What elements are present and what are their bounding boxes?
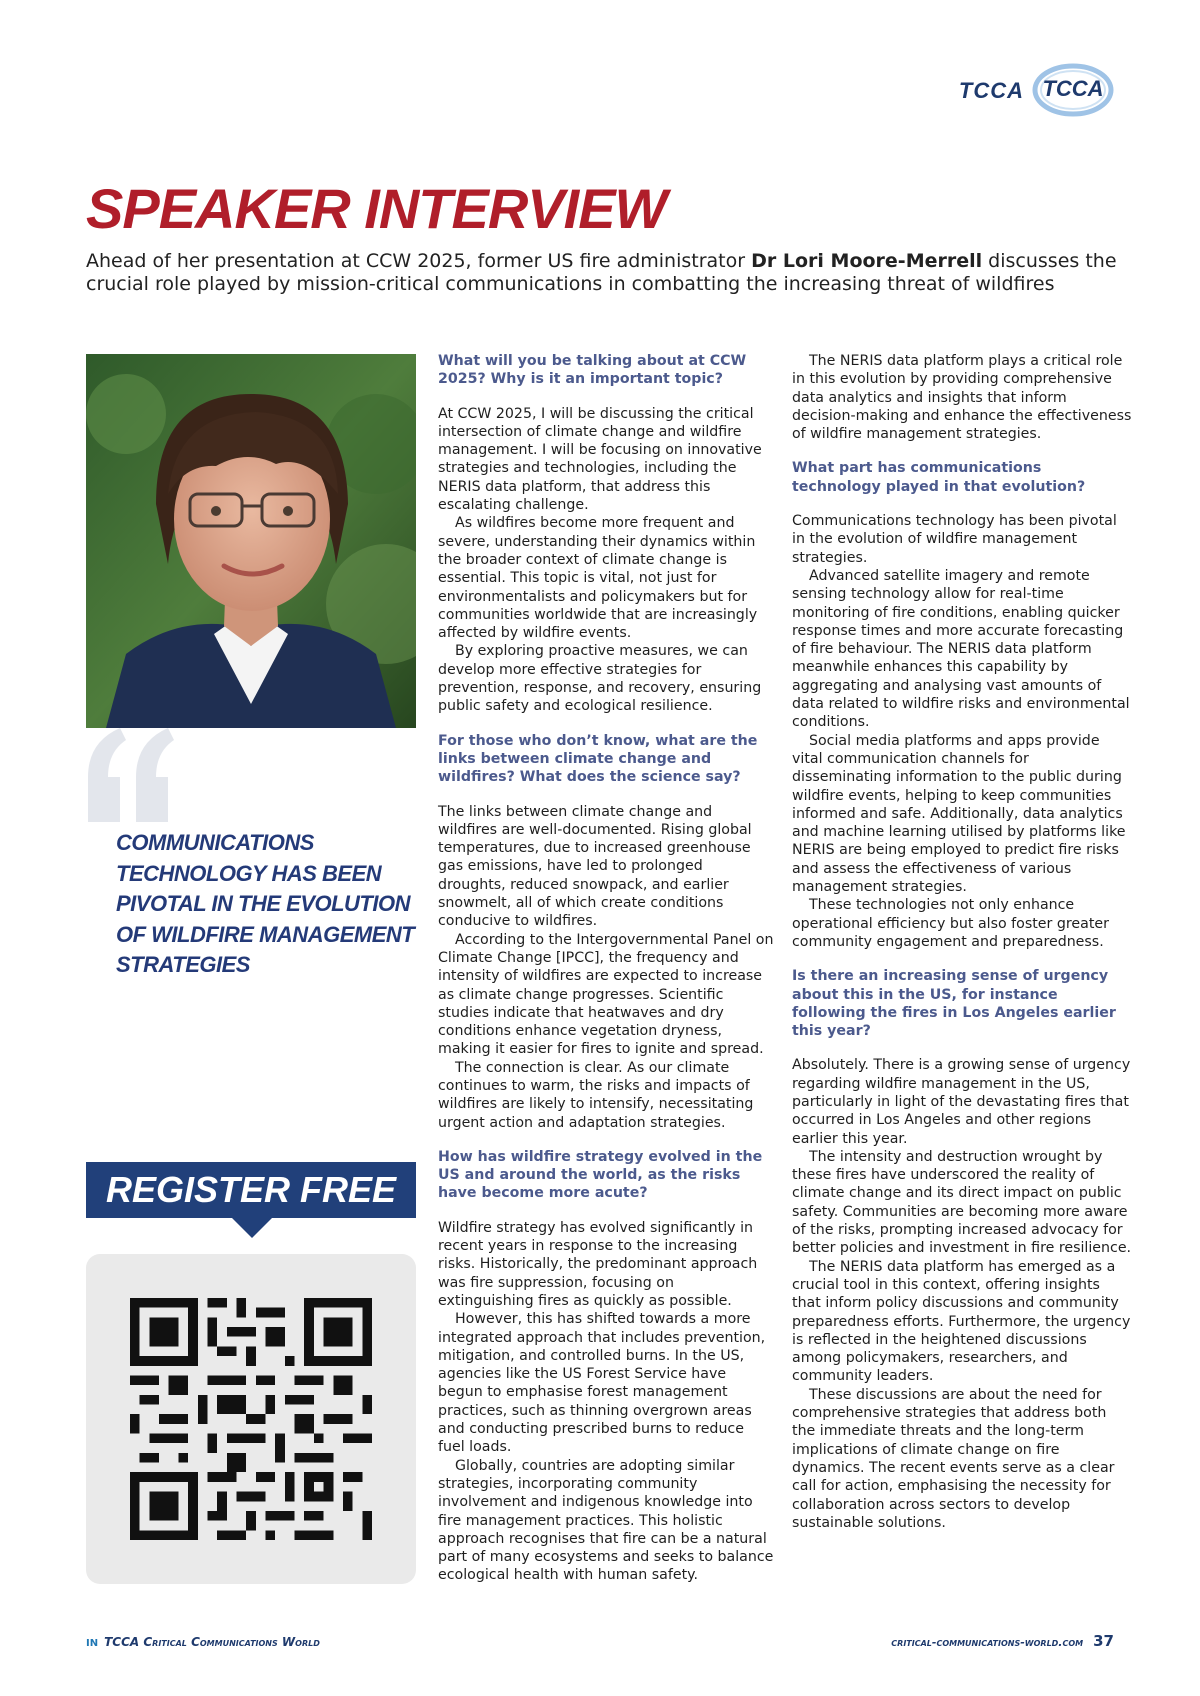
article-column-1: [438, 352, 774, 1585]
paragraph: Social media platforms and apps provide vital communication channels for disseminating information to the public during wildfire events, helping to keep communities informed and safe. Additionally, data analytics and machine learning utilised by platforms like NERIS are being employed to predict fire risks and assess the effectiveness of various management strategies.: [792, 732, 1126, 896]
page-title: SPEAKER INTERVIEW: [86, 177, 667, 240]
register-arrow-icon: [232, 1218, 272, 1238]
standfirst-lead: Ahead of her presentation at CCW 2025, former US fire administrator: [86, 250, 752, 272]
footer-publication: [86, 1634, 320, 1650]
question-heading: What will you be talking about at CCW 2025? Why is it an important topic?: [438, 353, 747, 388]
quotation-mark-icon: [80, 722, 180, 832]
paragraph: The intensity and destruction wrought by these fires have underscored the reality of climate change and its direct impact on public safety. Communities are becoming more aware of the risks, prompting increased advocacy for better policies and investment in fire resilience.: [792, 1148, 1132, 1257]
paragraph: These discussions are about the need for comprehensive strategies that address both the immediate threats and the long-term implications of climate change on fire dynamics. The recent events serve as a clear call for action, emphasising the necessity for collaboration across sectors to develop sustainable solutions.: [792, 1386, 1115, 1531]
tcca-logo-text: TCCA: [1042, 76, 1104, 101]
qr-code-icon[interactable]: [130, 1298, 372, 1540]
paragraph: The connection is clear. As our climate continues to warm, the risks and impacts of wildfires are likely to intensify, necessitating urgent action and adaptation strategies.: [438, 1059, 754, 1131]
speaker-name: Dr Lori Moore-Merrell: [751, 250, 983, 272]
article-column-2: [792, 352, 1132, 1532]
question-heading: How has wildfire strategy evolved in the US and around the world, as the risks have become more acute?: [438, 1148, 763, 1202]
paragraph: According to the Intergovernmental Panel on Climate Change [IPCC], the frequency and intensity of wildfires are expected to increase as climate change progresses. Scientific studies indicate that heatwaves and dry conditions enhance vegetation dryness, making it easier for fires to ignite and spread.: [438, 931, 774, 1058]
tcca-logo: [1032, 62, 1114, 118]
paragraph: Globally, countries are adopting similar strategies, incorporating community involvement and indigenous knowledge into fire management practices. This holistic approach recognises that fire can be a natural part of many ecosystems and seeks to balance ecological health with human safety.: [438, 1457, 774, 1584]
publication-name: TCCA Critical Communications World: [104, 1635, 320, 1649]
paragraph: As wildfires become more frequent and severe, understanding their dynamics within the broader context of climate change is essential. This topic is vital, not just for environmentalists and policymakers but for communities worldwide that are increasingly affected by wildfire events.: [438, 515, 758, 642]
paragraph: Advanced satellite imagery and remote sensing technology allow for real-time monitoring of fire conditions, enabling quicker response times and more accurate forecasting of fire behaviour. The NERIS data platform meanwhile enhances this capability by aggregating and analysing vast amounts of data related to wildfire risks and environmental conditions.: [792, 567, 1130, 731]
paragraph: The links between climate change and wildfires are well-documented. Rising global temperatures, due to increased greenhouse gas emissions, have led to prolonged droughts, reduced snowpack, and earlier snowmelt, all of which create conditions conducive to wildfires.: [438, 803, 752, 930]
page-number: 37: [1093, 1632, 1114, 1650]
pull-quote: COMMUNICATIONS TECHNOLOGY HAS BEEN PIVOTAL IN THE EVOLUTION OF WILDFIRE MANAGEMENT STRATEGIES: [116, 830, 415, 977]
paragraph: Absolutely. There is a growing sense of urgency regarding wildfire management in the US, particularly in light of the devastating fires that occurred in Los Angeles and other regions earlier this year.: [792, 1057, 1131, 1147]
paragraph: At CCW 2025, I will be discussing the critical intersection of climate change and wildfire management. I will be focusing on innovative strategies and technologies, including the NERIS data platform, that address this escalating challenge.: [438, 405, 762, 514]
standfirst: [86, 250, 1126, 296]
question-heading: Is there an increasing sense of urgency about this in the US, for instance following the fires in Los Angeles earlier this year?: [792, 968, 1116, 1040]
publisher-wordmark: TCCA: [958, 78, 1024, 103]
paragraph: These technologies not only enhance operational efficiency but also foster greater community engagement and preparedness.: [792, 897, 1109, 950]
qr-code-card[interactable]: [86, 1254, 416, 1584]
register-free-banner[interactable]: REGISTER FREE: [86, 1162, 416, 1218]
paragraph: Communications technology has been pivotal in the evolution of wildfire management strategies.: [792, 513, 1117, 566]
linkedin-in-icon: in: [86, 1634, 99, 1650]
question-heading: What part has communications technology played in that evolution?: [792, 460, 1086, 495]
paragraph: However, this has shifted towards a more integrated approach that includes prevention, mitigation, and controlled burns. In the US, agencies like the US Forest Service have begun to emphasise forest management practices, such as thinning overgrown areas and conducting prescribed burns to reduce fuel loads.: [438, 1311, 766, 1456]
footer-website: [891, 1632, 1114, 1650]
standfirst-rest: discusses the crucial role played by mission-critical communications in combatting the increasing threat of wildfires: [86, 250, 1117, 295]
speaker-photo: [86, 354, 416, 728]
paragraph: The NERIS data platform has emerged as a crucial tool in this context, offering insights that inform policy discussions and community preparedness efforts. Furthermore, the urgency is reflected in the heightened discussions among policymakers, researchers, and community leaders.: [792, 1258, 1131, 1385]
website-link[interactable]: critical-communications-world.com: [891, 1636, 1084, 1649]
question-heading: For those who don’t know, what are the links between climate change and wildfires? What does the science say?: [438, 732, 758, 786]
paragraph: Wildfire strategy has evolved significantly in recent years in response to the increasing risks. Historically, the predominant approach was fire suppression, focusing on extinguishing fires as quickly as possible.: [438, 1219, 758, 1309]
paragraph: The NERIS data platform plays a critical role in this evolution by providing comprehensive data analytics and insights that inform decision-making and enhance the effectiveness of wildfire management strategies.: [792, 353, 1132, 443]
paragraph: By exploring proactive measures, we can develop more effective strategies for prevention, response, and recovery, ensuring public safety and ecological resilience.: [438, 643, 762, 715]
